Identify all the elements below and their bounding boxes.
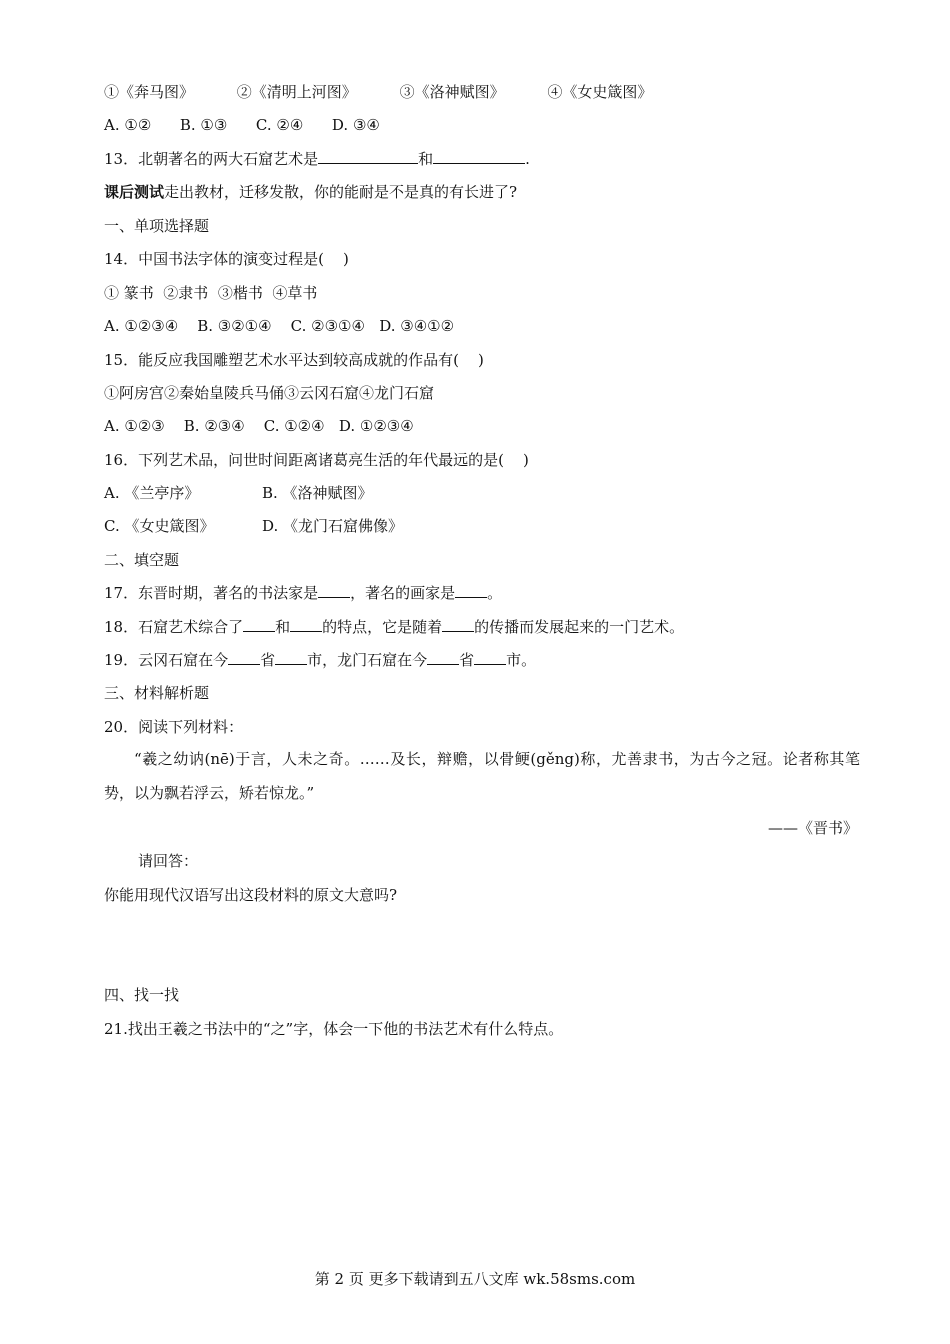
q16-option-c: C. 《女史箴图》 (104, 517, 215, 535)
q12-option-2: ②《清明上河图》 (236, 83, 357, 101)
q18-part-3: 的特点，它是随着 (322, 618, 443, 636)
q19-blank-4 (474, 650, 506, 665)
section-1-heading: 一、单项选择题 (104, 217, 210, 235)
test-heading-bold: 课后测试 (104, 183, 165, 201)
q13-mid: 和 (418, 150, 434, 168)
q19-part-4: 省 (459, 651, 475, 669)
q20-prompt: 请回答： (138, 852, 199, 870)
q20: 20．阅读下列材料： (104, 718, 244, 736)
q12-options (104, 82, 652, 102)
q12-option-1: ①《奔马图》 (104, 83, 195, 101)
q18-part-2: 和 (275, 618, 291, 636)
q15-answers: A. ①②③ B. ②③④ C. ①②④ D. ①②③④ (104, 417, 414, 435)
q17-blank-2 (455, 583, 487, 598)
q19-part-2: 省 (260, 651, 276, 669)
q12-option-4: ④《女史箴图》 (547, 83, 653, 101)
q19-blank-1 (228, 650, 260, 665)
q19-blank-2 (275, 650, 307, 665)
q19-part-1: 19．云冈石窟在今 (104, 651, 229, 669)
q14: 14．中国书法字体的演变过程是( ) (104, 250, 349, 268)
q16-option-d: D. 《龙门石窟佛像》 (262, 517, 404, 535)
q12-answers: A. ①② B. ①③ C. ②④ D. ③④ (104, 116, 380, 134)
q20-quote: “羲之幼讷(nē)于言，人未之奇。……及长，辩赡，以骨鲠(gěng)称，尤善隶书，为古今之冠。论者称其笔势，以为飘若浮云，矫若惊龙。” (104, 750, 860, 802)
q18 (104, 617, 684, 637)
section-2-heading: 二、填空题 (104, 551, 180, 569)
page-footer: 第 2 页 更多下载请到五八文库 wk.58sms.com (314, 1270, 636, 1288)
q13-blank-2 (433, 149, 525, 164)
q17 (104, 583, 502, 603)
q20-question: 你能用现代汉语写出这段材料的原文大意吗? (104, 886, 398, 904)
q16-option-b: B. 《洛神赋图》 (262, 484, 373, 502)
q19-part-5: 市。 (506, 651, 537, 669)
q15: 15．能反应我国雕塑艺术水平达到较高成就的作品有( ) (104, 351, 484, 369)
q16-options-ab (104, 483, 373, 503)
section-4-heading: 四、找一找 (104, 986, 180, 1004)
q16: 16．下列艺术品，问世时间距离诸葛亮生活的年代最远的是( ) (104, 451, 529, 469)
section-3-heading: 三、材料解析题 (104, 684, 210, 702)
q16-options-cd (104, 516, 403, 536)
q17-part-3: 。 (487, 584, 503, 602)
q17-part-1: 17．东晋时期，著名的书法家是 (104, 584, 319, 602)
q16-option-a: A. 《兰亭序》 (104, 484, 200, 502)
test-heading-rest: 走出教材，迁移发散，你的能耐是不是真的有长进了? (164, 183, 518, 201)
q20-source: ——《晋书》 (767, 819, 858, 837)
q13 (104, 149, 530, 169)
q17-blank-1 (318, 583, 350, 598)
q21: 21.找出王羲之书法中的“之”字，体会一下他的书法艺术有什么特点。 (104, 1020, 564, 1038)
q18-blank-1 (243, 617, 275, 632)
q13-blank-1 (318, 149, 418, 164)
q18-blank-2 (290, 617, 322, 632)
q18-part-1: 18．石窟艺术综合了 (104, 618, 244, 636)
q18-part-4: 的传播而发展起来的一门艺术。 (474, 618, 685, 636)
q17-part-2: ，著名的画家是 (350, 584, 456, 602)
q19-part-3: 市，龙门石窟在今 (307, 651, 428, 669)
q19-blank-3 (427, 650, 459, 665)
q18-blank-3 (442, 617, 474, 632)
q15-items: ①阿房宫②秦始皇陵兵马俑③云冈石窟④龙门石窟 (104, 384, 435, 402)
q19 (104, 650, 536, 670)
test-heading (104, 182, 517, 202)
q14-answers: A. ①②③④ B. ③②①④ C. ②③①④ D. ③④①② (104, 317, 455, 335)
q13-prefix: 13．北朝著名的两大石窟艺术是 (104, 150, 319, 168)
q14-items: ① 篆书 ②隶书 ③楷书 ④草书 (104, 284, 318, 302)
q13-suffix: . (525, 150, 530, 168)
q12-option-3: ③《洛神赋图》 (399, 83, 505, 101)
